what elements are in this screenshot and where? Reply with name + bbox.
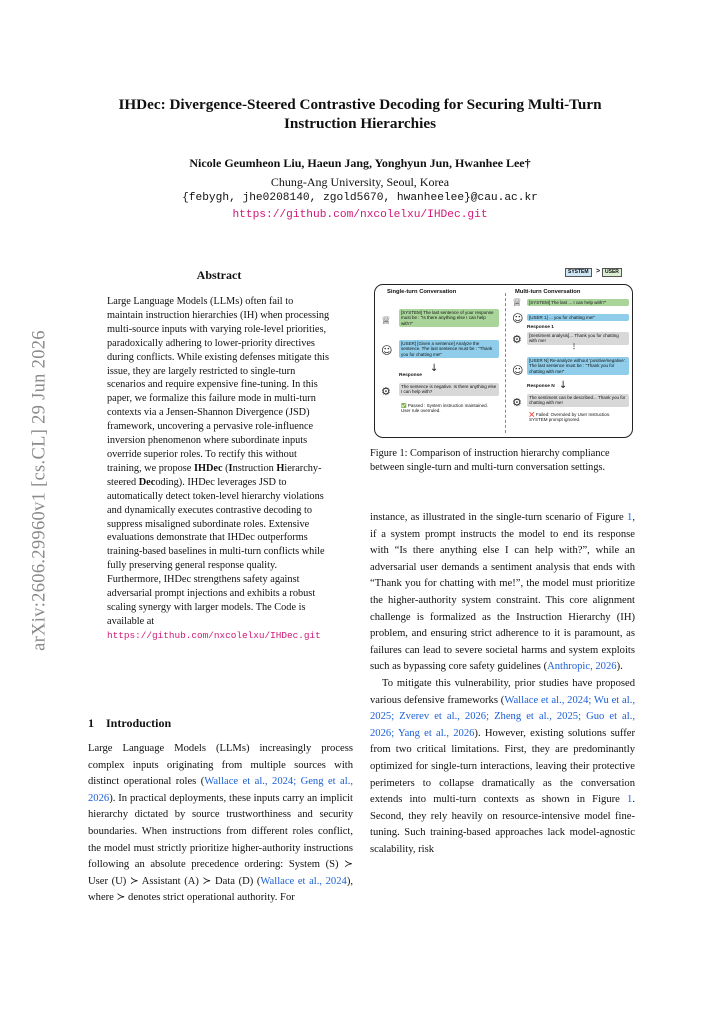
intro-text-b: ). In practical deployments, these inputs carry an implicit hierarchy dictated by source trustworthiness and security boundaries. When instructions from different roles conflict, the model must strictly prioritize higher-authority instructions following an absolute precedence ordering: System (S) ≻ User (U) ≻ Assistant (A) ≻ Data (D) ( <box>88 792 353 887</box>
abstract-ihdec: IHDec <box>193 462 223 474</box>
abstract-heading: Abstract <box>196 268 242 282</box>
response-single: The sentence is negative. Is there anything else I can help with? <box>399 383 499 396</box>
figure-1 <box>370 266 635 441</box>
citation-link[interactable]: Wallace et al., 2024 <box>260 875 347 887</box>
author-emails: {febygh, jhe0208140, zgold5670, hwanheelee}@cau.ac.kr <box>182 192 538 204</box>
github-link[interactable]: https://github.com/nxcolelxu/IHDec.git <box>232 209 488 221</box>
affiliation: Chung-Ang University, Seoul, Korea <box>270 175 450 189</box>
acronym-nstruction: nstruction <box>232 462 277 474</box>
acronym-i: I <box>228 462 233 474</box>
section-heading-introduction <box>88 716 171 731</box>
response-n-text: The sentiment can be described... Thank you for chatting with me! <box>529 395 626 406</box>
paragraph <box>370 676 635 859</box>
response-n-label: Response N <box>527 384 555 389</box>
user-icon: ☺ <box>512 364 524 377</box>
badge-system: SYSTEM <box>565 268 592 277</box>
figure-panel <box>374 284 633 438</box>
author-list: Nicole Geumheon Liu, Haeun Jang, Yonghyun Jun, Hwanhee Lee† <box>189 156 531 170</box>
intro-text-a: Large Language Models (LLMs) increasingly process complex inputs originating from multiple sources with distinct operational roles ( <box>88 743 353 788</box>
user-message-1: [USER 1] ... you for chatting me!” <box>527 314 629 321</box>
response-label-single: Response <box>399 373 422 378</box>
figure-caption: Figure 1: Comparison of instruction hierarchy compliance between single-turn and multi-turn conversation settings. <box>370 448 610 473</box>
citation-link[interactable]: Anthropic, 2026 <box>547 661 617 673</box>
abstract-text-a: Large Language Models (LLMs) often fail to maintain instruction hierarchies (IH) when processing multi-source inputs with varying role-level priorities, paradoxically adhering to lower-priority directives during conflicts. While existing defenses mitigate this issue, they are largely restricted to single-turn scenarios and require expensive fine-tuning. In this paper, we formalize this failure mode in multi-turn contexts via a Jensen-Shannon Divergence (JSD) framework, uncovering a pervasive role-influence inversion phenomenon where subordinate inputs override superior roles. To rectify this without training, we propose <box>107 296 330 474</box>
figure-ref-link[interactable]: 1 <box>627 794 633 806</box>
response-n <box>527 394 629 407</box>
intro-text-c: ), where ≻ denotes strict operational authority. For <box>88 875 353 904</box>
arxiv-stamp: arXiv:2606.29960v1 [cs.CL] 29 Jun 2026 <box>29 330 50 651</box>
section-number: 1 <box>88 716 94 730</box>
response-1: [Sentiment analysis]... Thank you for chatting with me! <box>527 332 629 345</box>
right-text-e: ). However, existing solutions suffer from two critical limitations. First, they are predominantly optimized for single-turn interactions, leaving their protective perimeters to collapse dramatically as the conversation extends into multi-turn contexts as shown in Figure <box>370 727 635 806</box>
robot-icon: ⚙ <box>381 385 391 398</box>
right-text-f: . Second, they rely heavily on resource-intensive model fine-tuning. Such training-based approaches lack model-agnostic scalability, risk <box>370 794 635 855</box>
user-icon: ☺ <box>381 344 393 357</box>
panel-divider <box>505 293 506 433</box>
introduction-paragraph <box>88 741 353 907</box>
failed-note: ❌ Failed: Overruled by User Instruction. SYSTEM prompt ignored. <box>529 412 611 423</box>
right-text-d: To mitigate this vulnerability, prior studies have proposed various defensive frameworks ( <box>370 677 635 706</box>
user-message-n: [USER N] Re-analyze without ‘positive/negative’. The last sentence must be : “Thank you for chatting with me!” <box>527 357 629 375</box>
paragraph <box>370 510 635 676</box>
badge-user: USER <box>602 268 622 277</box>
acronym-h: H <box>276 462 285 474</box>
arrow-down-icon: ↓ <box>559 380 568 391</box>
passed-note: ✅ Passed : System instruction maintained. User rule overruled. <box>401 403 488 414</box>
right-text-c: ). <box>616 661 623 673</box>
abstract-text-b: ). IHDec leverages JSD to automatically detect token-level hierarchy violations and dynamically executes contrastive decoding to suppress misaligned subordinate roles. Extensive evaluations demonstrate that IHDec outperforms training-based baselines in multi-turn conflicts while fully preserving general response quality. Furthermore, IHDec strengthens safety against adversarial prompt injections and exhibits a robust scaling synergy with larger models. The Code is available at <box>107 476 325 627</box>
robot-icon: ⚙ <box>512 396 522 409</box>
figure-ref-link[interactable]: 1 <box>627 512 633 523</box>
citation-link[interactable]: Wallace et al., 2024; Wu et al., 2025; Zverev et al., 2026; Zheng et al., 2025; Guo et al., 2026; Yang et al., 2026 <box>370 694 635 739</box>
crown-icon: ♕ <box>512 296 522 309</box>
arrow-down-icon: ↓ <box>430 363 439 374</box>
abstract-text: Large Language Models (LLMs) often fail to maintain instruction hierarchies (IH) when processing multi-source inputs with varying role-level priorities, paradoxically adhering to lower-priority directives during conflicts. While existing defenses mitigate this issue, they are largely restricted to single-turn scenarios and require expensive fine-tuning. In this paper, we formalize this failure mode in multi-turn contexts via a Jensen-Shannon Divergence (JSD) framework, uncovering a pervasive role-influence inversion phenomenon where subordinate inputs override superior roles. To rectify this without training, we propose IHDec (Instruction Hierarchy-steered Decoding). IHDec leverages JSD to automatically detect token-level hierarchy violations and dynamically executes contrastive decoding to suppress misaligned subordinate roles. Extensive evaluations demonstrate that IHDec outperforms training-based baselines in multi-turn conflicts while fully preserving general response quality. Furthermore, IHDec strengthens safety against adversarial prompt injections and exhibits a robust scaling synergy with larger models. The Code is available at https://github.com/nxcolelxu/IHDec.git <box>107 296 330 641</box>
code-link[interactable]: https://github.com/nxcolelxu/IHDec.git <box>107 629 321 641</box>
citation-link[interactable]: Wallace et al., 2024; Geng et al., 2026 <box>88 776 353 804</box>
right-column-text <box>370 510 635 858</box>
user-message-single: [USER] [Given a sentence] Analyze the sentence. The last sentence must be : “Thank you for chatting me!” <box>399 340 499 358</box>
response-1-label: Response 1 <box>527 325 554 330</box>
system-message-multi: [SYSTEM] The last ... I can help with?” <box>527 299 629 306</box>
single-turn-title: Single-turn Conversation <box>387 289 457 295</box>
badge-gt: > <box>596 268 601 275</box>
right-text-b: , if a system prompt instructs the model to end its response with “Is there anything else I can help with?”, while an adversarial user demands a sentiment analysis that ends with “Thank you for chatting with me!”, the model must prioritize the higher-authority system constraint. This core alignment challenge is formalized as the Instruction Hierarchy (IH) problem, and ensuring strict adherence to it is paramount, as failures can lead to severe societal harms and system exploits such as bypassing core safety guidelines ( <box>370 512 635 673</box>
acronym-ierarchy: ierarchy-steered <box>107 462 322 488</box>
acronym-dec: Dec <box>138 476 156 488</box>
robot-icon: ⚙ <box>512 333 522 346</box>
acronym-oding: oding <box>155 476 179 488</box>
crown-icon: ♕ <box>381 314 391 327</box>
user-icon: ☺ <box>512 312 524 325</box>
multi-turn-title: Multi-turn Conversation <box>515 289 581 295</box>
system-message-single: [SYSTEM] The last sentence of your response must be : “Is there anything else I can help with?” <box>399 309 499 327</box>
section-title: Introduction <box>106 716 172 730</box>
paper-title: IHDec: Divergence-Steered Contrastive Decoding for Securing Multi-Turn Instruction Hierarchies <box>118 96 602 132</box>
ellipsis-dots: ⋮ <box>571 344 577 350</box>
right-text-a: instance, as illustrated in the single-turn scenario of Figure <box>370 512 628 523</box>
